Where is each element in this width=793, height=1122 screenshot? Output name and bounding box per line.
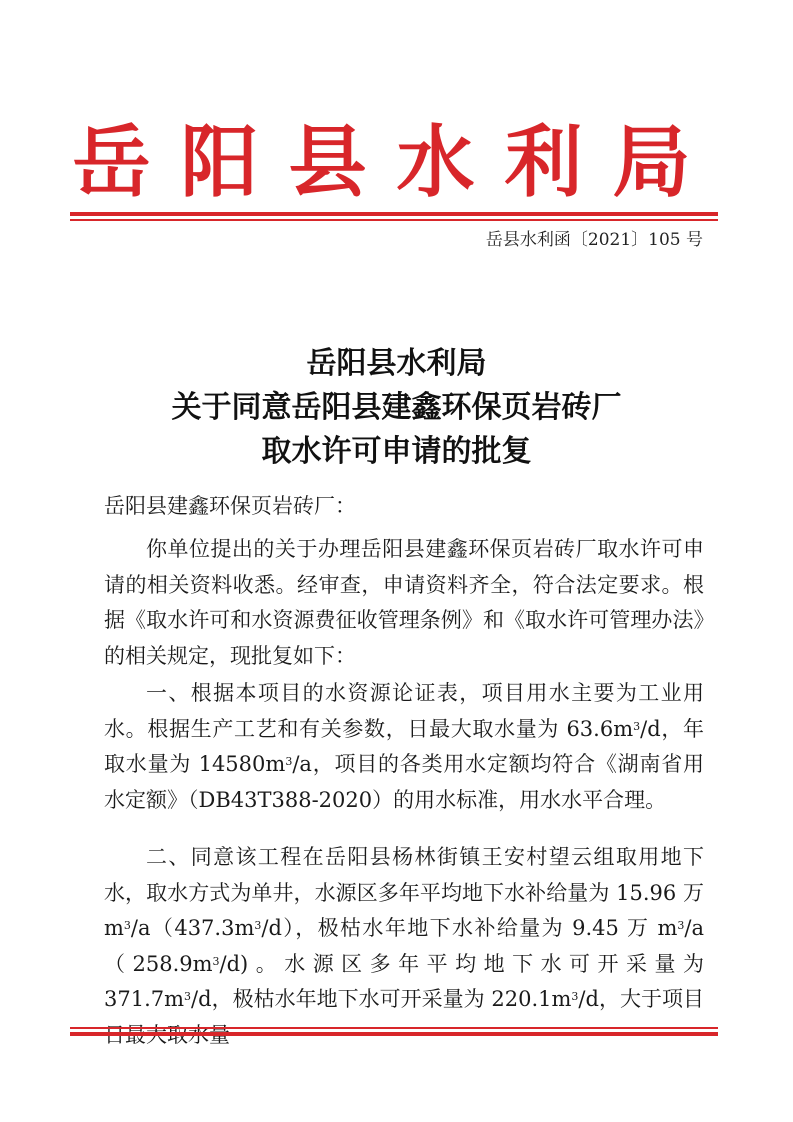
superscript: 3 bbox=[285, 755, 293, 768]
title-line-3: 取水许可申请的批复 bbox=[261, 434, 532, 469]
footer-rule-thin bbox=[70, 1027, 718, 1029]
paragraph-3-text-d: /a（258.9m bbox=[104, 916, 704, 976]
paragraph-1-text: 你单位提出的关于办理岳阳县建鑫环保页岩砖厂取水许可申请的相关资料收悉。经审查，申请资料齐全，符合法定要求。根据《取水许可和水资源费征收管理条例》和《取水许可管理办法》的相关规定，现批复如下： bbox=[104, 537, 704, 668]
paragraph-2-text-b: /d，年取水量为 14580m bbox=[104, 716, 704, 776]
paragraph-3-text-b: /a（437.3m bbox=[130, 916, 255, 940]
superscript: 3 bbox=[571, 990, 579, 1003]
title-line-2: 关于同意岳阳县建鑫环保页岩砖厂 bbox=[171, 390, 622, 425]
paragraph-3-text-f: /d，极枯水年地下水可开采量为 220.1m bbox=[191, 987, 572, 1011]
superscript: 3 bbox=[212, 954, 220, 968]
paragraph-1 bbox=[104, 532, 704, 674]
paragraph-3-text-g: /d，大于项目 bbox=[578, 987, 704, 1011]
salutation: 岳阳县建鑫环保页岩砖厂： bbox=[104, 494, 356, 518]
title-line-1: 岳阳县水利局 bbox=[306, 346, 487, 381]
paragraph-3 bbox=[104, 840, 704, 1053]
document-number: 岳县水利函〔2021〕105 号 bbox=[485, 230, 703, 250]
superscript: 3 bbox=[184, 990, 192, 1003]
paragraph-3-text-a: 二、同意该工程在岳阳县杨林街镇王安村望云组取用地下水，取水方式为单井，水源区多年平均地下水补给量为 15.96 万 m bbox=[104, 845, 704, 940]
paragraph-2-text-c: /a，项目的各类用水定额均符合《湖南省用水定额》（DB43T388-2020）的用水标准，用水水平合理。 bbox=[104, 752, 704, 812]
paragraph-3-text-c: /d），极枯水年地下水补给量为 9.45 万 m bbox=[261, 916, 678, 940]
superscript: 3 bbox=[677, 919, 685, 932]
superscript: 3 bbox=[633, 719, 641, 733]
paragraph-2 bbox=[104, 676, 704, 818]
letterhead-agency-name: 岳阳县水利局 bbox=[72, 117, 721, 208]
header-rule-thick bbox=[70, 212, 718, 216]
paragraph-2-text-a: 一、根据本项目的水资源论证表，项目用水主要为工业用水。根据生产工艺和有关参数，日最大取水量为 63.6m bbox=[104, 681, 704, 741]
superscript: 3 bbox=[123, 919, 131, 932]
superscript: 3 bbox=[254, 919, 262, 932]
paragraph-3-text-e: /d)。水源区多年平均地下水可开采量为 371.7m bbox=[104, 951, 704, 1011]
header-rule-thin bbox=[70, 219, 718, 221]
footer-rule-thick bbox=[70, 1032, 718, 1036]
